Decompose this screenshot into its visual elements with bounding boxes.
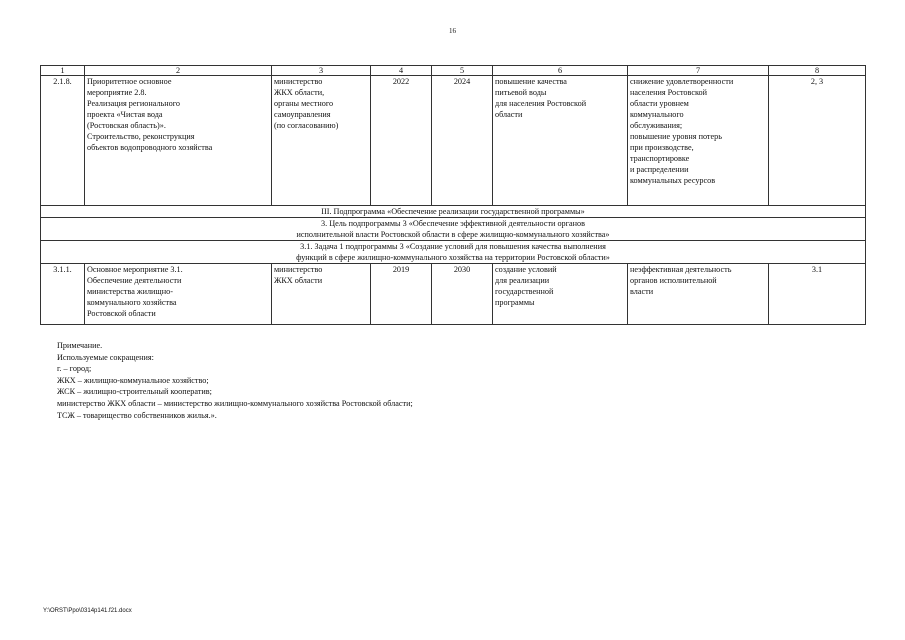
end-year: 2024 <box>432 76 493 206</box>
file-path-footer: Y:\ORST\Ppo\0314p141.f21.docx <box>43 608 132 614</box>
goal-row <box>41 218 866 241</box>
expected-result: повышение качества питьевой воды для населения Ростовской области <box>493 76 628 206</box>
col-header: 7 <box>628 66 769 76</box>
indicator-link: 3.1 <box>769 264 866 325</box>
start-year: 2022 <box>371 76 432 206</box>
measure-name: Приоритетное основное мероприятие 2.8. Реализация регионального проекта «Чистая вода (Ростовская область)». Строительство, реконструкция объектов водопроводного хозяйства <box>85 76 272 206</box>
indicator-link: 2, 3 <box>769 76 866 206</box>
executor: министерство ЖКХ области <box>272 264 371 325</box>
subprogram-task: 3.1. Задача 1 подпрограммы 3 «Создание условий для повышения качества выполнения функций в сфере жилищно-коммунального хозяйства на территории Ростовской области» <box>41 241 866 264</box>
col-header: 3 <box>272 66 371 76</box>
executor: министерство ЖКХ области, органы местного самоуправления (по согласованию) <box>272 76 371 206</box>
abbreviations-note <box>57 340 413 421</box>
note-title: Примечание. <box>57 341 103 350</box>
col-header: 1 <box>41 66 85 76</box>
abbreviation-item: ЖСК – жилищно-строительный кооператив; <box>57 387 212 397</box>
col-header: 8 <box>769 66 866 76</box>
column-number-row <box>41 66 866 76</box>
note-subtitle: Используемые сокращения: <box>57 352 154 362</box>
non-implementation-consequence: снижение удовлетворенности населения Ростовской области уровнем коммунального обслуживания; повышение уровня потерь при производстве, транспортировке и распределении коммунальных ресурсов <box>628 76 769 206</box>
abbreviation-item: министерство ЖКХ области – министерство жилищно-коммунального хозяйства Ростовской области; <box>57 398 413 408</box>
end-year: 2030 <box>432 264 493 325</box>
row-number: 3.1.1. <box>41 264 85 325</box>
expected-result: создание условий для реализации государственной программы <box>493 264 628 325</box>
start-year: 2019 <box>371 264 432 325</box>
measure-name: Основное мероприятие 3.1. Обеспечение деятельности министерства жилищно- коммунального хозяйства Ростовской области <box>85 264 272 325</box>
task-row <box>41 241 866 264</box>
col-header: 6 <box>493 66 628 76</box>
table-row <box>41 76 866 206</box>
abbreviation-item: ЖКХ – жилищно-коммунальное хозяйство; <box>57 375 209 385</box>
page-number: 16 <box>449 27 456 35</box>
col-header: 4 <box>371 66 432 76</box>
col-header: 5 <box>432 66 493 76</box>
col-header: 2 <box>85 66 272 76</box>
subprogram-goal: 3. Цель подпрограммы 3 «Обеспечение эффективной деятельности органов исполнительной власти Ростовской области в сфере жилищно-коммунального хозяйства» <box>41 218 866 241</box>
row-number: 2.1.8. <box>41 76 85 206</box>
abbreviation-item: ТСЖ – товарищество собственников жилья.». <box>57 410 217 420</box>
table-row <box>41 264 866 325</box>
measures-table <box>40 65 866 325</box>
subprogram-row <box>41 206 866 218</box>
non-implementation-consequence: неэффективная деятельность органов исполнительной власти <box>628 264 769 325</box>
abbreviation-item: г. – город; <box>57 364 92 374</box>
subprogram-title: III. Подпрограмма «Обеспечение реализации государственной программы» <box>41 206 866 218</box>
